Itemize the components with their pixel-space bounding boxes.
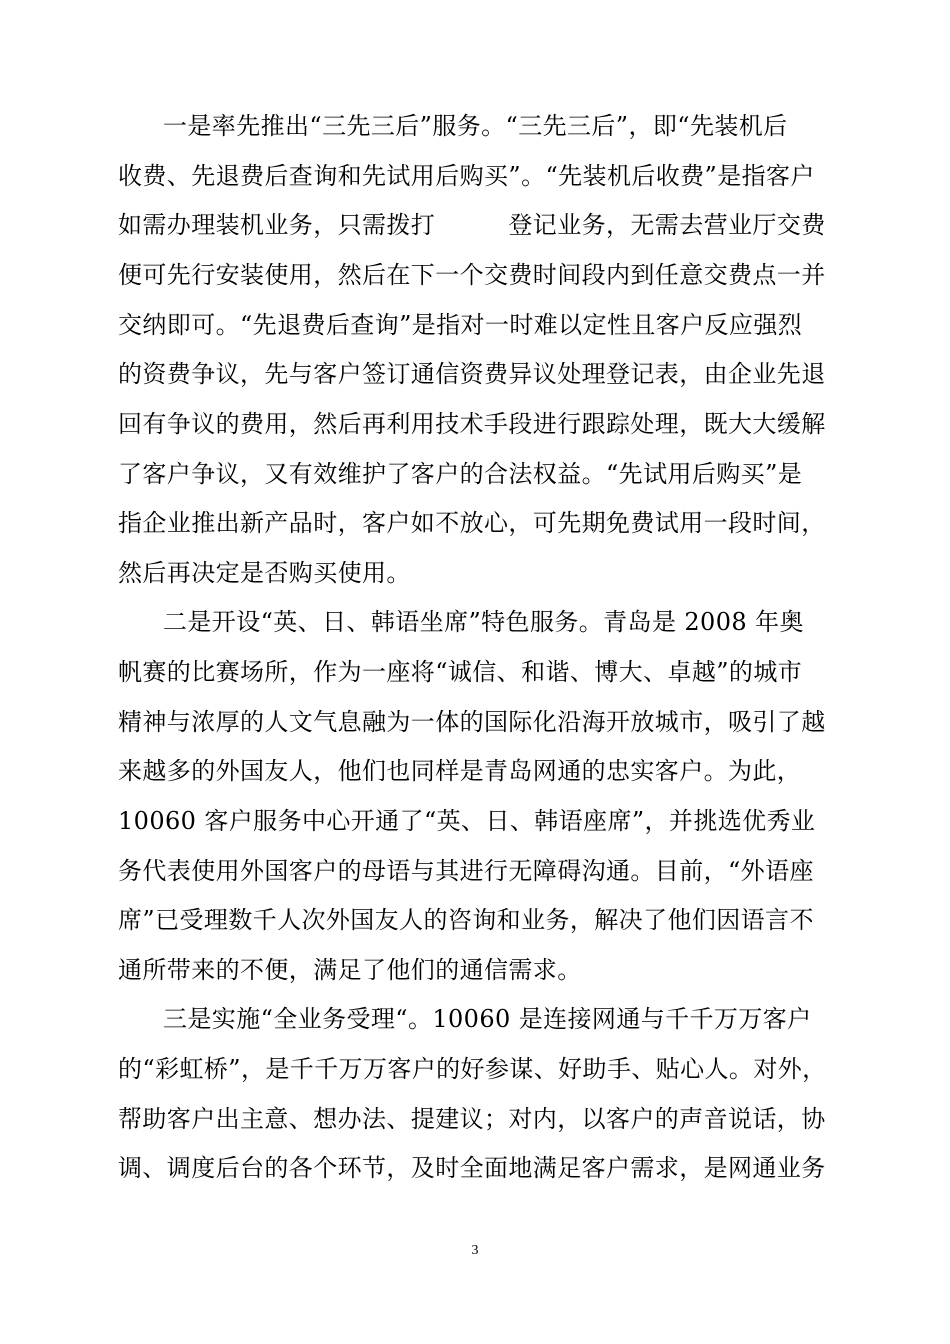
- paragraph-1-line-2: 收费、先退费后查询和先试用后购买”。“先装机后收费”是指客户: [118, 162, 815, 190]
- paragraph-1-line-6: 的资费争议，先与客户签订通信资费异议处理登记表，由企业先退: [118, 360, 826, 388]
- paragraph-1-line-8: 了客户争议，又有效维护了客户的合法权益。“先试用后购买”是: [118, 460, 803, 488]
- paragraph-1-line-10: 然后再决定是否购买使用。: [118, 559, 411, 587]
- paragraph-1-line-4: 便可先行安装使用，然后在下一个交费时间段内到任意交费点一并: [118, 261, 826, 289]
- paragraph-3-line-1: 三是实施“全业务受理“。10060 是连接网通与千千万万客户: [163, 1005, 812, 1033]
- paragraph-2-line-1: 二是开设“英、日、韩语坐席”特色服务。青岛是 2008 年奥: [163, 608, 804, 636]
- paragraph-1-line-1: 一是率先推出“三先三后”服务。“三先三后”，即“先装机后: [163, 112, 788, 140]
- paragraph-1-line-7: 回有争议的费用，然后再利用技术手段进行跟踪处理，既大大缓解: [118, 410, 826, 438]
- paragraph-3-line-2: 的“彩虹桥”，是千千万万客户的好参谋、好助手、贴心人。对外，: [118, 1055, 827, 1083]
- paragraph-2-line-2: 帆赛的比赛场所，作为一座将“诚信、和谐、博大、卓越”的城市: [118, 658, 803, 686]
- paragraph-2-line-7: 席”已受理数千人次外国友人的咨询和业务，解决了他们因语言不: [118, 906, 814, 934]
- paragraph-1-line-3: 如需办理装机业务，只需拨打 登记业务，无需去营业厅交费: [118, 211, 826, 239]
- page-number: 3: [471, 1243, 479, 1258]
- paragraph-2-line-3: 精神与浓厚的人文气息融为一体的国际化沿海开放城市，吸引了越: [118, 708, 826, 736]
- paragraph-3-line-4: 调、调度后台的各个环节，及时全面地满足客户需求，是网通业务: [118, 1154, 826, 1182]
- paragraph-2-line-6: 务代表使用外国客户的母语与其进行无障碍沟通。目前，“外语座: [118, 857, 814, 885]
- paragraph-1-line-9: 指企业推出新产品时，客户如不放心，可先期免费试用一段时间，: [118, 509, 826, 537]
- paragraph-2-line-4: 来越多的外国友人，他们也同样是青岛网通的忠实客户。为此，: [118, 757, 802, 785]
- paragraph-2-line-5: 10060 客户服务中心开通了“英、日、韩语座席”，并挑选优秀业: [118, 807, 816, 835]
- paragraph-3-line-3: 帮助客户出主意、想办法、提建议；对内，以客户的声音说话，协: [118, 1105, 826, 1133]
- paragraph-2-line-8: 通所带来的不便，满足了他们的通信需求。: [118, 956, 582, 984]
- paragraph-1-line-5: 交纳即可。“先退费后查询”是指对一时难以定性且客户反应强烈: [118, 311, 803, 339]
